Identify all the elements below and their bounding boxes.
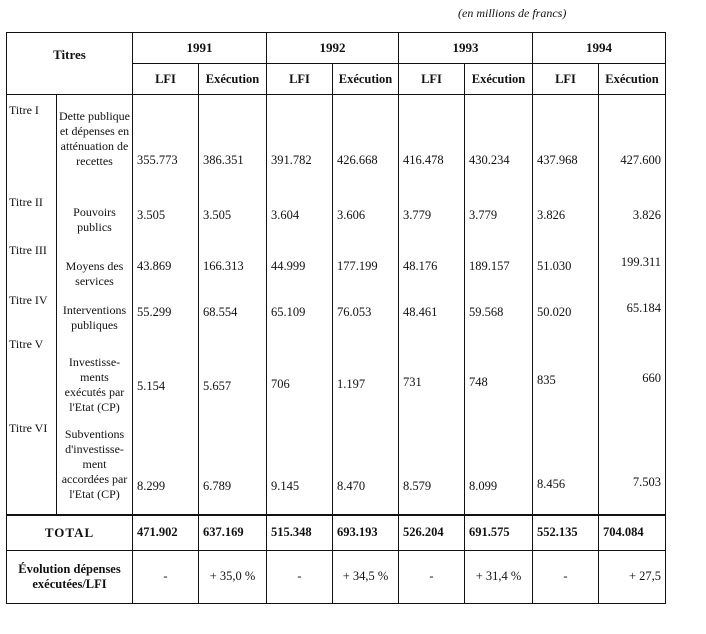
year-header: 1994 [533,33,666,64]
table-cell: 44.999 [267,241,333,289]
titre-number: Titre VI [7,415,57,515]
table-cell: 43.869 [133,241,199,289]
table-row [7,95,666,193]
table-cell: 3.505 [133,193,199,241]
table-cell: 731 [399,337,465,415]
table-cell: 3.606 [333,193,399,241]
table-cell: 8.099 [465,415,533,515]
table-cell: + 31,4 % [465,550,533,603]
table-cell: 76.053 [333,289,399,337]
table-cell: 430.234 [465,95,533,193]
table-row [7,289,666,337]
table-cell: + 35,0 % [199,550,267,603]
table-cell: 552.135 [533,515,599,551]
lfi-header: LFI [533,64,599,95]
titre-number: Titre II [7,193,57,241]
table-cell: 48.176 [399,241,465,289]
table-cell: 6.789 [199,415,267,515]
table-cell: 693.193 [333,515,399,551]
table-cell: 199.311 [599,241,666,289]
execution-header: Exécution [199,64,267,95]
titre-label: Dette publique et dépenses en atténuation de recettes [57,95,133,193]
table-cell: 3.779 [399,193,465,241]
table-cell: - [533,550,599,603]
table-cell: 437.968 [533,95,599,193]
titre-number: Titre I [7,95,57,193]
table-cell: + 27,5 [599,550,666,603]
lfi-header: LFI [267,64,333,95]
year-header: 1993 [399,33,533,64]
table-cell: 51.030 [533,241,599,289]
year-header: 1992 [267,33,399,64]
table-row [7,337,666,415]
table-cell: 177.199 [333,241,399,289]
table-cell: 1.197 [333,337,399,415]
table-cell: 706 [267,337,333,415]
table-cell: 3.604 [267,193,333,241]
budget-table [6,32,666,604]
table-cell: 59.568 [465,289,533,337]
table-cell: 3.505 [199,193,267,241]
titre-label: Investisse- ments exécutés par l'Etat (CP) [57,337,133,415]
table-cell: 704.084 [599,515,666,551]
evolution-label: Évolution dépenses exécutées/LFI [7,550,133,603]
table-cell: 416.478 [399,95,465,193]
lfi-header: LFI [399,64,465,95]
evolution-row [7,550,666,603]
table-cell: 55.299 [133,289,199,337]
table-cell: 660 [599,337,666,415]
table-cell: 426.668 [333,95,399,193]
table-cell: 8.470 [333,415,399,515]
table-cell: 471.902 [133,515,199,551]
table-cell: 3.826 [533,193,599,241]
table-cell: + 34,5 % [333,550,399,603]
titre-label: Pouvoirs publics [57,193,133,241]
lfi-header: LFI [133,64,199,95]
table-row [7,415,666,515]
table-cell: 526.204 [399,515,465,551]
table-cell: 3.779 [465,193,533,241]
table-cell: 748 [465,337,533,415]
table-row [7,241,666,289]
table-cell: 3.826 [599,193,666,241]
table-cell: 189.157 [465,241,533,289]
titres-header: Titres [7,33,133,95]
table-cell: 515.348 [267,515,333,551]
table-cell: 9.145 [267,415,333,515]
table-cell: 166.313 [199,241,267,289]
execution-header: Exécution [599,64,666,95]
table-cell: 8.299 [133,415,199,515]
table-cell: - [133,550,199,603]
table-cell: 65.109 [267,289,333,337]
titre-label: Moyens des services [57,241,133,289]
table-cell: 50.020 [533,289,599,337]
titre-label: Interventions publiques [57,289,133,337]
table-cell: 355.773 [133,95,199,193]
table-cell: - [267,550,333,603]
table-cell: 427.600 [599,95,666,193]
titre-number: Titre III [7,241,57,289]
table-cell: 68.554 [199,289,267,337]
table-cell: 637.169 [199,515,267,551]
table-cell: 8.456 [533,415,599,515]
year-header-row [7,33,666,64]
total-row [7,515,666,551]
execution-header: Exécution [465,64,533,95]
year-header: 1991 [133,33,267,64]
titre-label: Subventions d'investisse- ment accordées par l'Etat (CP) [57,415,133,515]
table-cell: 386.351 [199,95,267,193]
table-cell: 7.503 [599,415,666,515]
table-row [7,193,666,241]
table-cell: - [399,550,465,603]
table-cell: 835 [533,337,599,415]
table-cell: 5.657 [199,337,267,415]
titre-number: Titre V [7,337,57,415]
total-label: TOTAL [7,515,133,551]
titre-number: Titre IV [7,289,57,337]
table-cell: 8.579 [399,415,465,515]
unit-note: (en millions de francs) [458,6,567,20]
table-cell: 391.782 [267,95,333,193]
execution-header: Exécution [333,64,399,95]
table-cell: 48.461 [399,289,465,337]
table-cell: 691.575 [465,515,533,551]
table-cell: 5.154 [133,337,199,415]
table-cell: 65.184 [599,289,666,337]
